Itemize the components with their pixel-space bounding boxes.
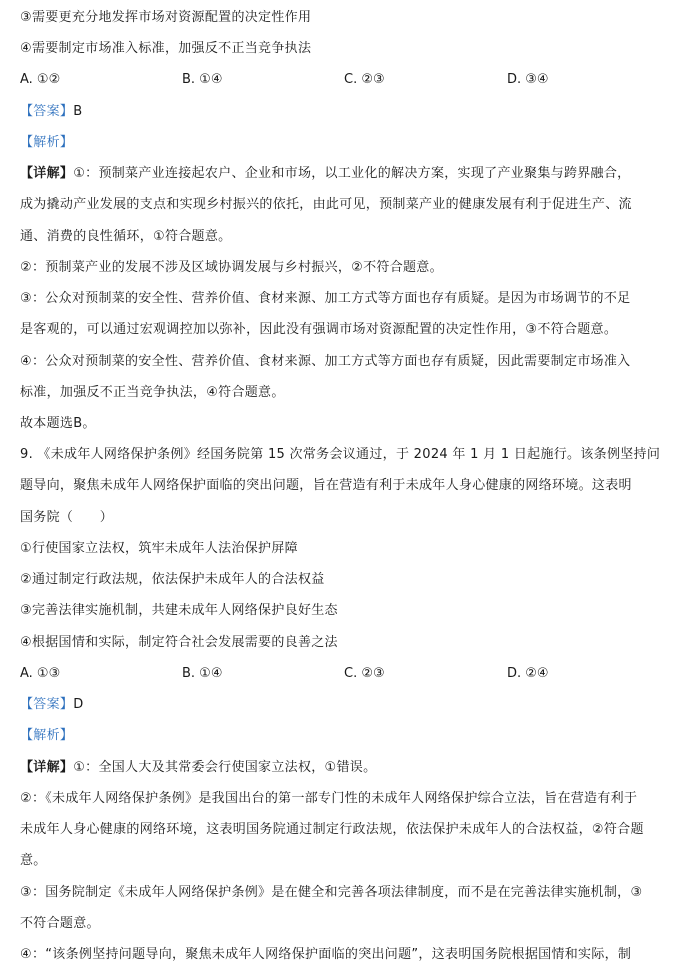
q9-detail-line-3: 未成年人身心健康的网络环境，这表明国务院通过制定行政法规，依法保护未成年人的合法权益，②符合题 <box>20 822 644 837</box>
q9-option-a: A. ①③ <box>20 666 61 681</box>
q8-option-b: B. ①④ <box>182 72 223 87</box>
answer-value: D <box>73 697 84 712</box>
q8-detail-line-4: ②：预制菜产业的发展不涉及区域协调发展与乡村振兴，②不符合题意。 <box>20 260 443 275</box>
q9-stem-line-3: 国务院（ ） <box>20 510 114 525</box>
q9-detail-line-2: ②：《未成年人网络保护条例》是我国出台的第一部专门性的未成年人网络保护综合立法，旨在营造有利于 <box>20 791 638 806</box>
q8-options <box>20 72 680 88</box>
q9-option-c: C. ②③ <box>344 666 385 681</box>
q8-detail-line-7: ④：公众对预制菜的安全性、营养价值、食材来源、加工方式等方面也存有质疑，因此需要制定市场准入 <box>20 354 631 369</box>
q8-analysis-label: 【解析】 <box>20 135 74 150</box>
q9-option-d: D. ②④ <box>507 666 549 681</box>
q8-detail-line-6: 是客观的，可以通过宏观调控加以弥补，因此没有强调市场对资源配置的决定性作用，③不符合题意。 <box>20 322 618 337</box>
detail-text: ①：预制菜产业连接起农户、企业和市场，以工业化的解决方案，实现了产业聚集与跨界融合， <box>73 166 631 181</box>
q8-option-c: C. ②③ <box>344 72 385 87</box>
q8-detail-line-5: ③：公众对预制菜的安全性、营养价值、食材来源、加工方式等方面也存有质疑。是因为市场调节的不足 <box>20 291 631 306</box>
q8-conclusion: 故本题选B。 <box>20 416 96 431</box>
q8-item-3: ③需要更充分地发挥市场对资源配置的决定性作用 <box>20 10 312 25</box>
q9-detail-line-4: 意。 <box>20 853 47 868</box>
detail-label: 【详解】 <box>20 166 74 181</box>
q9-answer <box>20 697 680 713</box>
q8-option-a: A. ①② <box>20 72 61 87</box>
q8-detail-line-8: 标准，加强反不正当竞争执法，④符合题意。 <box>20 385 285 400</box>
q8-option-d: D. ③④ <box>507 72 549 87</box>
detail-label: 【详解】 <box>20 760 74 775</box>
answer-label: 【答案】 <box>20 104 74 119</box>
q8-item-4: ④需要制定市场准入标准，加强反不正当竞争执法 <box>20 41 312 56</box>
q9-stem-line-1: 9. 《未成年人网络保护条例》经国务院第 15 次常务会议通过，于 2024 年 1 月 1 日起施行。该条例坚持问 <box>20 447 661 462</box>
q9-detail-line-6: 不符合题意。 <box>20 916 100 931</box>
q9-detail-line-1 <box>20 760 680 776</box>
q9-item-2: ②通过制定行政法规，依法保护未成年人的合法权益 <box>20 572 325 587</box>
q9-stem-line-2: 题导向，聚焦未成年人网络保护面临的突出问题，旨在营造有利于未成年人身心健康的网络环境。这表明 <box>20 478 632 493</box>
q9-item-4: ④根据国情和实际，制定符合社会发展需要的良善之法 <box>20 635 338 650</box>
q8-detail-line-2: 成为撬动产业发展的支点和实现乡村振兴的依托，由此可见，预制菜产业的健康发展有利于促进生产、流 <box>20 197 632 212</box>
q9-analysis-label: 【解析】 <box>20 728 74 743</box>
q8-answer <box>20 104 680 120</box>
answer-value: B <box>73 104 83 119</box>
q9-item-1: ①行使国家立法权，筑牢未成年人法治保护屏障 <box>20 541 298 556</box>
q9-option-b: B. ①④ <box>182 666 223 681</box>
q8-detail-line-1 <box>20 166 680 182</box>
q9-item-3: ③完善法律实施机制，共建未成年人网络保护良好生态 <box>20 603 338 618</box>
answer-label: 【答案】 <box>20 697 74 712</box>
q9-detail-line-5: ③：国务院制定《未成年人网络保护条例》是在健全和完善各项法律制度，而不是在完善法律实施机制，③ <box>20 885 643 900</box>
q9-detail-line-7: ④：“该条例坚持问题导向，聚焦未成年人网络保护面临的突出问题”，这表明国务院根据国情和实际，制 <box>20 947 632 962</box>
q8-detail-line-3: 通、消费的良性循环，①符合题意。 <box>20 229 232 244</box>
detail-text: ①：全国人大及其常委会行使国家立法权，①错误。 <box>73 760 377 775</box>
q9-options <box>20 666 680 682</box>
